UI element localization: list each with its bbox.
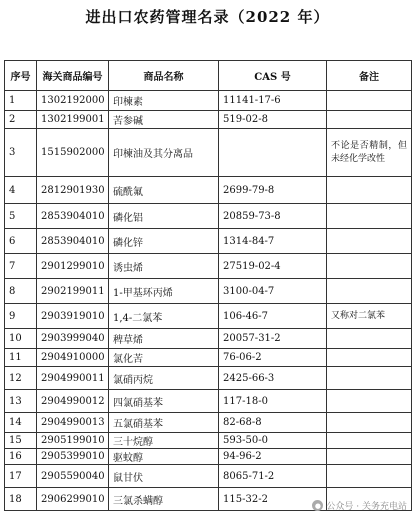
- table-row: [5, 433, 412, 449]
- cell-note: [327, 349, 412, 367]
- cell-code: 2902199011: [37, 279, 109, 304]
- cell-name: 苦参碱: [109, 111, 219, 129]
- table-row: [5, 254, 412, 279]
- cell-name: 驱蚊醇: [109, 449, 219, 465]
- cell-name: 印楝素: [109, 91, 219, 111]
- header-no: 序号: [5, 61, 37, 91]
- cell-note: [327, 329, 412, 349]
- cell-name: 稗草烯: [109, 329, 219, 349]
- cell-no: 4: [5, 177, 37, 204]
- cell-code: 2906299010: [37, 488, 109, 511]
- table-row: [5, 329, 412, 349]
- cell-name: 三氯杀螨醇: [109, 488, 219, 511]
- watermark-text: 公众号 · 关务充电站: [326, 502, 407, 512]
- cell-cas: 2699-79-8: [219, 177, 327, 204]
- header-cas: CAS 号: [219, 61, 327, 91]
- cell-code: 2903919010: [37, 304, 109, 329]
- cell-code: 1302199001: [37, 111, 109, 129]
- cell-cas: 76-06-2: [219, 349, 327, 367]
- wechat-icon: ●: [312, 500, 323, 511]
- cell-no: 15: [5, 433, 37, 449]
- cell-note: [327, 111, 412, 129]
- cell-no: 1: [5, 91, 37, 111]
- cell-no: 8: [5, 279, 37, 304]
- table-row: [5, 449, 412, 465]
- table-row: [5, 129, 412, 177]
- cell-cas: 3100-04-7: [219, 279, 327, 304]
- cell-note: [327, 254, 412, 279]
- cell-cas: 115-32-2: [219, 488, 327, 511]
- header-name: 商品名称: [109, 61, 219, 91]
- cell-code: 2812901930: [37, 177, 109, 204]
- page-title: 进出口农药管理名录（2022 年）: [85, 8, 330, 26]
- cell-code: 2903999040: [37, 329, 109, 349]
- cell-no: 3: [5, 129, 37, 177]
- cell-cas: 11141-17-6: [219, 91, 327, 111]
- cell-code: 2904990013: [37, 413, 109, 433]
- cell-note: [327, 449, 412, 465]
- cell-cas: 20859-73-8: [219, 204, 327, 229]
- cell-no: 6: [5, 229, 37, 254]
- table-row: [5, 204, 412, 229]
- cell-note: [327, 413, 412, 433]
- cell-name: 四氯硝基苯: [109, 390, 219, 413]
- cell-note: [327, 367, 412, 390]
- cell-name: 五氯硝基苯: [109, 413, 219, 433]
- cell-no: 12: [5, 367, 37, 390]
- table-header-row: [5, 61, 412, 91]
- cell-note: [327, 177, 412, 204]
- cell-code: 2853904010: [37, 204, 109, 229]
- cell-code: 1515902000: [37, 129, 109, 177]
- cell-cas: 106-46-7: [219, 304, 327, 329]
- cell-name: 氯硝丙烷: [109, 367, 219, 390]
- cell-name: 鼠甘伏: [109, 465, 219, 488]
- cell-no: 17: [5, 465, 37, 488]
- cell-cas: 593-50-0: [219, 433, 327, 449]
- cell-note: [327, 390, 412, 413]
- cell-code: 2905590040: [37, 465, 109, 488]
- cell-name: 硫酰氟: [109, 177, 219, 204]
- cell-cas: 1314-84-7: [219, 229, 327, 254]
- cell-code: 2904990012: [37, 390, 109, 413]
- cell-no: 16: [5, 449, 37, 465]
- cell-cas: 8065-71-2: [219, 465, 327, 488]
- cell-note: [327, 433, 412, 449]
- watermark: [312, 499, 407, 512]
- cell-note: [327, 229, 412, 254]
- cell-name: 磷化锌: [109, 229, 219, 254]
- cell-note: 又称对二氯苯: [327, 304, 412, 329]
- cell-name: 印楝油及其分离品: [109, 129, 219, 177]
- table-row: [5, 304, 412, 329]
- table-row: [5, 229, 412, 254]
- cell-no: 2: [5, 111, 37, 129]
- cell-name: 诱虫烯: [109, 254, 219, 279]
- cell-code: 1302192000: [37, 91, 109, 111]
- cell-no: 18: [5, 488, 37, 511]
- cell-code: 2853904010: [37, 229, 109, 254]
- cell-no: 11: [5, 349, 37, 367]
- table-row: [5, 367, 412, 390]
- header-code: 海关商品编号: [37, 61, 109, 91]
- cell-no: 14: [5, 413, 37, 433]
- cell-cas: [219, 129, 327, 177]
- table-row: [5, 413, 412, 433]
- table-row: [5, 465, 412, 488]
- cell-no: 10: [5, 329, 37, 349]
- cell-name: 1,4-二氯苯: [109, 304, 219, 329]
- cell-cas: 27519-02-4: [219, 254, 327, 279]
- cell-cas: 82-68-8: [219, 413, 327, 433]
- cell-note: [327, 91, 412, 111]
- cell-name: 三十烷醇: [109, 433, 219, 449]
- table-row: [5, 390, 412, 413]
- cell-no: 13: [5, 390, 37, 413]
- cell-code: 2901299010: [37, 254, 109, 279]
- cell-name: 氯化苦: [109, 349, 219, 367]
- cell-note: [327, 279, 412, 304]
- table-row: [5, 349, 412, 367]
- cell-code: 2904990011: [37, 367, 109, 390]
- cell-note: [327, 465, 412, 488]
- cell-no: 9: [5, 304, 37, 329]
- table-row: [5, 279, 412, 304]
- header-note: 备注: [327, 61, 412, 91]
- table-row: [5, 177, 412, 204]
- cell-name: 1-甲基环丙烯: [109, 279, 219, 304]
- cell-cas: 117-18-0: [219, 390, 327, 413]
- pesticide-table: [4, 60, 412, 511]
- cell-name: 磷化铝: [109, 204, 219, 229]
- table-row: [5, 91, 412, 111]
- cell-cas: 20057-31-2: [219, 329, 327, 349]
- cell-code: 2905399010: [37, 449, 109, 465]
- cell-no: 7: [5, 254, 37, 279]
- table-row: [5, 111, 412, 129]
- cell-code: 2905199010: [37, 433, 109, 449]
- cell-no: 5: [5, 204, 37, 229]
- cell-cas: 2425-66-3: [219, 367, 327, 390]
- cell-note: [327, 204, 412, 229]
- cell-cas: 94-96-2: [219, 449, 327, 465]
- cell-code: 2904910000: [37, 349, 109, 367]
- cell-cas: 519-02-8: [219, 111, 327, 129]
- cell-note: 不论是否精制，但未经化学改性: [327, 129, 412, 177]
